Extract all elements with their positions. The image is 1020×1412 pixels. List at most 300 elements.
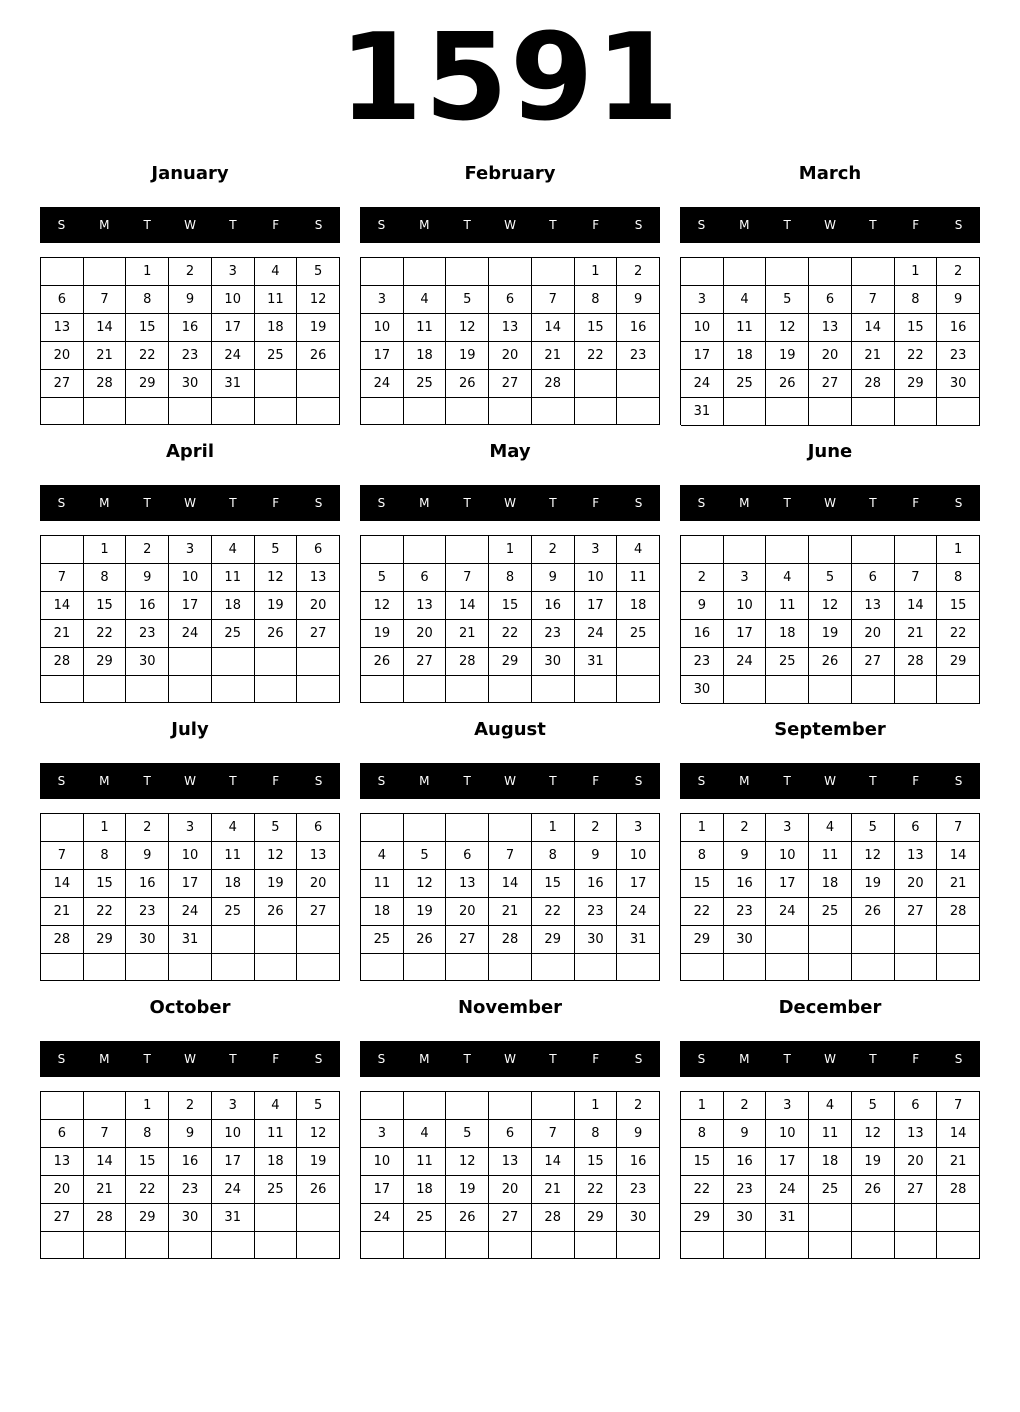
weekday-label: T — [869, 496, 877, 510]
day-cell: 22 — [681, 1176, 724, 1204]
empty-day-cell — [297, 1232, 340, 1259]
day-cell: 2 — [937, 258, 980, 286]
day-cell: 26 — [404, 926, 447, 954]
day-cell: 24 — [575, 620, 618, 648]
weekday-label: T — [783, 496, 791, 510]
month-july — [40, 712, 340, 990]
weekday-label: W — [504, 496, 516, 510]
day-cell: 1 — [575, 1092, 618, 1120]
day-cell: 30 — [724, 1204, 767, 1232]
month-name: August — [474, 719, 546, 740]
day-cell: 18 — [212, 592, 255, 620]
empty-day-cell — [169, 398, 212, 425]
day-cell: 11 — [724, 314, 767, 342]
day-cell: 9 — [169, 1120, 212, 1148]
day-cell: 8 — [126, 1120, 169, 1148]
empty-day-cell — [41, 954, 84, 981]
day-cell: 28 — [895, 648, 938, 676]
empty-day-cell — [724, 398, 767, 426]
weekday-label: T — [143, 1052, 151, 1066]
empty-day-cell — [41, 1092, 84, 1120]
day-cell: 25 — [809, 1176, 852, 1204]
day-cell: 15 — [532, 870, 575, 898]
day-cell: 1 — [937, 536, 980, 564]
day-cell: 4 — [724, 286, 767, 314]
day-cell: 23 — [617, 342, 660, 370]
day-cell: 21 — [532, 1176, 575, 1204]
weekday-label: W — [184, 1052, 196, 1066]
day-cell: 30 — [169, 370, 212, 398]
day-cell: 1 — [126, 1092, 169, 1120]
day-cell: 12 — [297, 1120, 340, 1148]
day-cell: 10 — [724, 592, 767, 620]
day-cell: 20 — [489, 1176, 532, 1204]
empty-day-cell — [937, 1232, 980, 1259]
empty-day-cell — [41, 536, 84, 564]
empty-day-cell — [255, 398, 298, 425]
day-cell: 27 — [809, 370, 852, 398]
day-cell: 22 — [126, 1176, 169, 1204]
empty-day-cell — [766, 258, 809, 286]
day-cell: 15 — [575, 1148, 618, 1176]
day-cell: 12 — [404, 870, 447, 898]
day-cell: 20 — [809, 342, 852, 370]
day-cell: 27 — [446, 926, 489, 954]
weekday-label: W — [824, 496, 836, 510]
empty-day-cell — [297, 370, 340, 398]
empty-day-cell — [169, 1232, 212, 1259]
day-cell: 27 — [404, 648, 447, 676]
day-cell: 24 — [361, 370, 404, 398]
day-cell: 1 — [681, 1092, 724, 1120]
weekday-label: S — [314, 218, 323, 232]
month-name: March — [798, 163, 862, 184]
day-cell: 21 — [41, 898, 84, 926]
day-cell: 6 — [809, 286, 852, 314]
day-cell: 11 — [255, 286, 298, 314]
day-cell: 5 — [852, 1092, 895, 1120]
day-cell: 10 — [169, 564, 212, 592]
weekday-label: M — [99, 1052, 110, 1066]
weekday-label: S — [697, 774, 706, 788]
day-cell: 3 — [361, 286, 404, 314]
day-cell: 23 — [617, 1176, 660, 1204]
day-cell: 12 — [255, 842, 298, 870]
day-cell: 21 — [532, 342, 575, 370]
empty-day-cell — [212, 398, 255, 425]
day-cell: 14 — [84, 1148, 127, 1176]
day-cell: 13 — [895, 842, 938, 870]
day-cell: 12 — [297, 286, 340, 314]
day-grid — [360, 257, 660, 425]
day-cell: 14 — [937, 1120, 980, 1148]
weekday-label: F — [592, 496, 600, 510]
weekday-label: S — [634, 218, 643, 232]
year-title: 1591 — [339, 9, 681, 148]
empty-day-cell — [809, 398, 852, 426]
day-cell: 7 — [446, 564, 489, 592]
month-august — [360, 712, 660, 990]
weekday-label: T — [463, 496, 471, 510]
empty-day-cell — [937, 1204, 980, 1232]
day-cell: 26 — [852, 898, 895, 926]
day-cell: 15 — [126, 1148, 169, 1176]
weekday-header — [360, 763, 660, 799]
day-cell: 4 — [404, 286, 447, 314]
day-cell: 15 — [937, 592, 980, 620]
day-cell: 29 — [895, 370, 938, 398]
empty-day-cell — [681, 536, 724, 564]
day-cell: 14 — [41, 592, 84, 620]
empty-day-cell — [617, 676, 660, 703]
day-cell: 26 — [361, 648, 404, 676]
empty-day-cell — [489, 1092, 532, 1120]
empty-day-cell — [404, 1092, 447, 1120]
empty-day-cell — [809, 1204, 852, 1232]
day-cell: 19 — [297, 314, 340, 342]
day-cell: 6 — [297, 814, 340, 842]
day-cell: 30 — [575, 926, 618, 954]
day-cell: 3 — [169, 814, 212, 842]
day-cell: 21 — [84, 342, 127, 370]
day-cell: 28 — [937, 898, 980, 926]
day-cell: 5 — [809, 564, 852, 592]
empty-day-cell — [297, 954, 340, 981]
day-cell: 23 — [532, 620, 575, 648]
weekday-label: S — [697, 1052, 706, 1066]
day-cell: 22 — [532, 898, 575, 926]
day-cell: 28 — [852, 370, 895, 398]
day-cell: 19 — [255, 870, 298, 898]
weekday-label: T — [463, 218, 471, 232]
day-cell: 22 — [84, 620, 127, 648]
weekday-label: S — [57, 496, 66, 510]
empty-day-cell — [809, 926, 852, 954]
weekday-label: T — [229, 496, 237, 510]
day-cell: 2 — [532, 536, 575, 564]
weekday-label: M — [99, 774, 110, 788]
day-cell: 12 — [809, 592, 852, 620]
day-cell: 17 — [681, 342, 724, 370]
day-cell: 29 — [681, 1204, 724, 1232]
weekday-label: T — [229, 218, 237, 232]
day-cell: 1 — [681, 814, 724, 842]
day-cell: 15 — [681, 1148, 724, 1176]
day-cell: 27 — [489, 1204, 532, 1232]
empty-day-cell — [84, 954, 127, 981]
empty-day-cell — [489, 258, 532, 286]
day-cell: 18 — [404, 342, 447, 370]
day-grid — [680, 535, 980, 703]
empty-day-cell — [212, 648, 255, 676]
day-cell: 9 — [126, 564, 169, 592]
weekday-label: S — [634, 774, 643, 788]
day-cell: 7 — [937, 1092, 980, 1120]
day-cell: 24 — [766, 1176, 809, 1204]
day-cell: 8 — [126, 286, 169, 314]
day-cell: 25 — [809, 898, 852, 926]
day-cell: 8 — [895, 286, 938, 314]
weekday-label: M — [419, 1052, 430, 1066]
weekday-label: S — [954, 218, 963, 232]
day-cell: 6 — [41, 1120, 84, 1148]
weekday-label: T — [783, 218, 791, 232]
day-cell: 22 — [937, 620, 980, 648]
day-cell: 22 — [681, 898, 724, 926]
day-cell: 9 — [617, 1120, 660, 1148]
empty-day-cell — [681, 1232, 724, 1259]
day-cell: 8 — [937, 564, 980, 592]
day-cell: 20 — [297, 592, 340, 620]
day-cell: 17 — [361, 342, 404, 370]
month-name: May — [489, 441, 531, 462]
day-cell: 19 — [361, 620, 404, 648]
day-cell: 5 — [255, 814, 298, 842]
day-cell: 25 — [766, 648, 809, 676]
month-name: December — [778, 997, 882, 1018]
empty-day-cell — [255, 926, 298, 954]
day-cell: 25 — [724, 370, 767, 398]
day-cell: 17 — [169, 592, 212, 620]
day-cell: 10 — [361, 314, 404, 342]
empty-day-cell — [361, 398, 404, 425]
weekday-label: F — [272, 496, 280, 510]
empty-day-cell — [297, 926, 340, 954]
empty-day-cell — [532, 1092, 575, 1120]
day-cell: 5 — [446, 1120, 489, 1148]
weekday-label: S — [314, 496, 323, 510]
weekday-label: W — [184, 774, 196, 788]
empty-day-cell — [532, 258, 575, 286]
empty-day-cell — [169, 648, 212, 676]
day-cell: 19 — [852, 1148, 895, 1176]
day-cell: 14 — [895, 592, 938, 620]
day-cell: 14 — [41, 870, 84, 898]
day-cell: 1 — [489, 536, 532, 564]
day-cell: 26 — [255, 620, 298, 648]
day-grid — [40, 1091, 340, 1259]
day-cell: 9 — [724, 842, 767, 870]
day-cell: 14 — [489, 870, 532, 898]
day-cell: 26 — [297, 1176, 340, 1204]
weekday-label: S — [954, 774, 963, 788]
weekday-label: T — [783, 1052, 791, 1066]
day-cell: 15 — [126, 314, 169, 342]
day-cell: 8 — [84, 842, 127, 870]
day-cell: 21 — [895, 620, 938, 648]
weekday-label: W — [824, 218, 836, 232]
empty-day-cell — [41, 814, 84, 842]
empty-day-cell — [575, 370, 618, 398]
empty-day-cell — [809, 954, 852, 981]
day-cell: 30 — [126, 926, 169, 954]
day-cell: 16 — [724, 870, 767, 898]
weekday-label: F — [592, 218, 600, 232]
day-cell: 16 — [532, 592, 575, 620]
empty-day-cell — [766, 676, 809, 704]
day-cell: 7 — [41, 842, 84, 870]
day-cell: 1 — [84, 814, 127, 842]
day-cell: 2 — [617, 1092, 660, 1120]
day-cell: 8 — [84, 564, 127, 592]
day-cell: 2 — [724, 814, 767, 842]
weekday-label: T — [143, 218, 151, 232]
weekday-header — [680, 763, 980, 799]
day-cell: 21 — [937, 870, 980, 898]
day-cell: 26 — [766, 370, 809, 398]
weekday-label: T — [463, 774, 471, 788]
day-cell: 19 — [404, 898, 447, 926]
weekday-label: F — [272, 1052, 280, 1066]
day-cell: 6 — [895, 1092, 938, 1120]
empty-day-cell — [852, 926, 895, 954]
day-cell: 14 — [84, 314, 127, 342]
weekday-label: T — [229, 774, 237, 788]
month-name: September — [774, 719, 886, 740]
day-cell: 5 — [297, 258, 340, 286]
day-cell: 13 — [489, 1148, 532, 1176]
weekday-label: T — [549, 1052, 557, 1066]
weekday-label: F — [912, 774, 920, 788]
empty-day-cell — [361, 1092, 404, 1120]
day-cell: 19 — [766, 342, 809, 370]
empty-day-cell — [446, 398, 489, 425]
empty-day-cell — [297, 398, 340, 425]
day-cell: 25 — [255, 1176, 298, 1204]
day-cell: 18 — [766, 620, 809, 648]
day-cell: 10 — [575, 564, 618, 592]
empty-day-cell — [84, 676, 127, 703]
day-cell: 23 — [575, 898, 618, 926]
empty-day-cell — [895, 676, 938, 704]
day-cell: 9 — [681, 592, 724, 620]
day-cell: 6 — [297, 536, 340, 564]
weekday-label: W — [184, 496, 196, 510]
day-cell: 8 — [532, 842, 575, 870]
empty-day-cell — [895, 398, 938, 426]
empty-day-cell — [895, 926, 938, 954]
month-name: November — [457, 997, 563, 1018]
empty-day-cell — [126, 1232, 169, 1259]
day-cell: 31 — [617, 926, 660, 954]
day-cell: 28 — [84, 1204, 127, 1232]
day-cell: 4 — [212, 814, 255, 842]
day-cell: 24 — [169, 620, 212, 648]
day-cell: 6 — [404, 564, 447, 592]
empty-day-cell — [489, 398, 532, 425]
day-cell: 23 — [126, 898, 169, 926]
day-cell: 18 — [255, 1148, 298, 1176]
empty-day-cell — [852, 954, 895, 981]
day-cell: 7 — [937, 814, 980, 842]
weekday-label: S — [57, 218, 66, 232]
empty-day-cell — [617, 648, 660, 676]
day-cell: 27 — [297, 620, 340, 648]
day-cell: 20 — [489, 342, 532, 370]
day-cell: 29 — [681, 926, 724, 954]
weekday-label: T — [549, 496, 557, 510]
day-cell: 18 — [212, 870, 255, 898]
empty-day-cell — [297, 676, 340, 703]
day-cell: 30 — [126, 648, 169, 676]
day-cell: 20 — [41, 342, 84, 370]
day-cell: 30 — [724, 926, 767, 954]
day-cell: 5 — [446, 286, 489, 314]
empty-day-cell — [212, 676, 255, 703]
day-cell: 11 — [255, 1120, 298, 1148]
day-cell: 13 — [297, 842, 340, 870]
day-cell: 7 — [489, 842, 532, 870]
day-cell: 10 — [212, 1120, 255, 1148]
weekday-label: W — [184, 218, 196, 232]
day-cell: 9 — [617, 286, 660, 314]
empty-day-cell — [681, 954, 724, 981]
empty-day-cell — [617, 954, 660, 981]
weekday-label: S — [954, 1052, 963, 1066]
weekday-label: S — [57, 774, 66, 788]
day-cell: 14 — [532, 314, 575, 342]
day-cell: 26 — [809, 648, 852, 676]
day-grid — [360, 813, 660, 981]
day-cell: 18 — [361, 898, 404, 926]
empty-day-cell — [404, 814, 447, 842]
month-may — [360, 434, 660, 712]
day-cell: 17 — [169, 870, 212, 898]
empty-day-cell — [361, 536, 404, 564]
empty-day-cell — [446, 1092, 489, 1120]
day-cell: 22 — [575, 1176, 618, 1204]
day-cell: 1 — [126, 258, 169, 286]
empty-day-cell — [126, 676, 169, 703]
weekday-label: M — [99, 496, 110, 510]
day-cell: 13 — [446, 870, 489, 898]
day-cell: 30 — [532, 648, 575, 676]
empty-day-cell — [937, 676, 980, 704]
day-cell: 26 — [446, 370, 489, 398]
weekday-label: S — [377, 1052, 386, 1066]
day-cell: 20 — [852, 620, 895, 648]
day-cell: 24 — [766, 898, 809, 926]
day-cell: 11 — [766, 592, 809, 620]
day-cell: 18 — [809, 870, 852, 898]
day-cell: 31 — [212, 1204, 255, 1232]
weekday-label: M — [739, 496, 750, 510]
empty-day-cell — [895, 1204, 938, 1232]
day-cell: 23 — [126, 620, 169, 648]
weekday-header — [360, 1041, 660, 1077]
day-cell: 26 — [255, 898, 298, 926]
day-cell: 11 — [809, 1120, 852, 1148]
day-cell: 7 — [852, 286, 895, 314]
weekday-label: M — [739, 774, 750, 788]
empty-day-cell — [766, 954, 809, 981]
day-cell: 25 — [255, 342, 298, 370]
weekday-label: S — [697, 496, 706, 510]
day-cell: 7 — [84, 1120, 127, 1148]
day-cell: 8 — [489, 564, 532, 592]
day-grid — [360, 535, 660, 703]
day-cell: 19 — [297, 1148, 340, 1176]
empty-day-cell — [575, 676, 618, 703]
day-cell: 29 — [84, 926, 127, 954]
empty-day-cell — [532, 398, 575, 425]
day-cell: 12 — [446, 1148, 489, 1176]
empty-day-cell — [852, 536, 895, 564]
day-cell: 6 — [852, 564, 895, 592]
day-cell: 14 — [852, 314, 895, 342]
day-cell: 30 — [937, 370, 980, 398]
day-cell: 27 — [41, 370, 84, 398]
